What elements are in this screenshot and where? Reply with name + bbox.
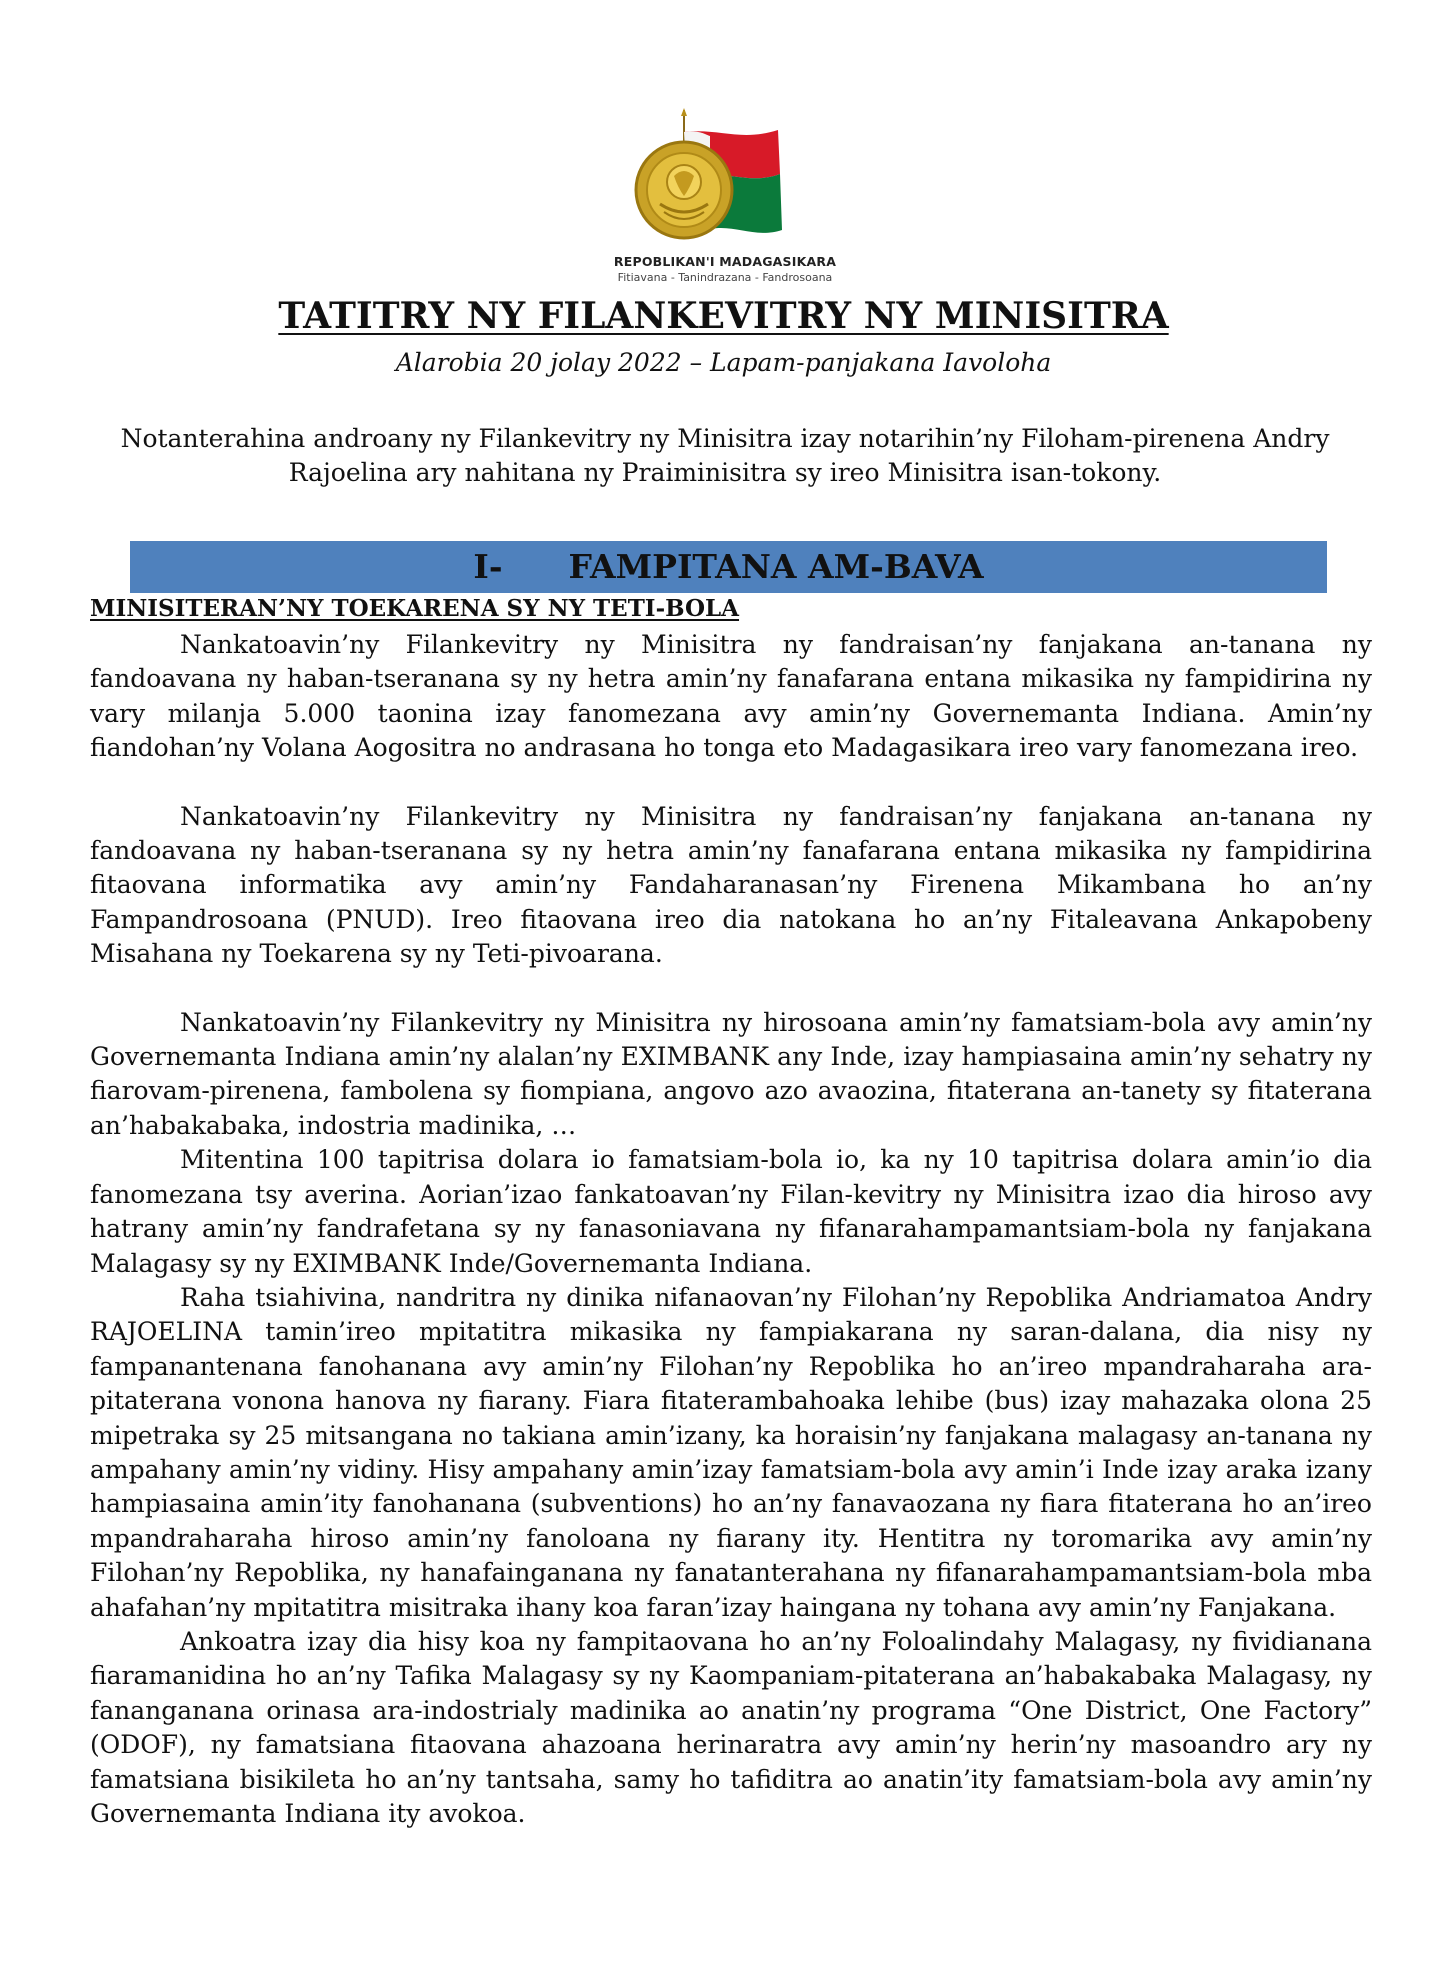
ministry-heading: MINISITERAN’NY TOEKARENA SY NY TETI-BOLA bbox=[90, 595, 740, 622]
paragraph: Nankatoavin’ny Filankevitry ny Minisitra ny fandraisan’ny fanjakana an-tanana ny fandoavana ny haban-tseranana sy ny hetra amin’ny fanafarana entana mikasika ny fampidirina ny vary milanja 5.000 taonina izay fanomezana avy amin’ny Governemanta Indiana. Amin’ny fiandohan’ny Volana Aogositra no andrasana ho tonga eto Madagasikara ireo vary fanomezana ireo. bbox=[90, 630, 1372, 763]
paragraph: Nankatoavin’ny Filankevitry ny Minisitra ny fandraisan’ny fanjakana an-tanana ny fandoavana ny haban-tseranana sy ny hetra amin’ny fanafarana entana mikasika ny fampidirina fitaovana informatika avy amin’ny Fandaharanasan’ny Firenena Mikambana ho an’ny Fampandrosoana (PNUD). Ireo fitaovana ireo dia natokana ho an’ny Fitaleavana Ankapobeny Misahana ny Toekarena sy ny Teti-pivoarana. bbox=[90, 801, 1372, 969]
document-title: TATITRY NY FILANKEVITRY NY MINISITRA bbox=[278, 295, 1169, 337]
section-title: FAMPITANA AM-BAVA bbox=[568, 547, 984, 586]
emblem-seal-flag-icon bbox=[630, 108, 820, 253]
section-banner bbox=[130, 541, 1327, 593]
emblem-country-name: REPOBLIKAN'I MADAGASIKARA bbox=[613, 254, 837, 269]
paragraph: Ankoatra izay dia hisy koa ny fampitaovana ho an’ny Foloalindahy Malagasy, ny fividianana fiaramanidina ho an’ny Tafika Malagasy sy ny Kaompaniam-pitaterana an’habakabaka Malagasy, ny fananganana orinasa ara-indostrialy madinika ao anatin’ny programa “One District, One Factory” (ODOF), ny famatsiana fitaovana ahazoana herinaratra avy amin’ny herin’ny masoandro ary ny famatsiana bisikileta ho an’ny tantsaha, samy ho tafiditra ao anatin’ity famatsiam-bola avy amin’ny Governemanta Indiana ity avokoa. bbox=[90, 1626, 1372, 1828]
section-number: I- bbox=[473, 547, 503, 586]
paragraph: Mitentina 100 tapitrisa dolara io famatsiam-bola io, ka ny 10 tapitrisa dolara amin’io dia fanomezana tsy averina. Aorian’izao fankatoavan’ny Filan-kevitry ny Minisitra izao dia hiroso avy hatrany amin’ny fandrafetana sy ny fanasoniavana ny fifanarahampamantsiam-bola ny fanjakana Malagasy sy ny EXIMBANK Inde/Governemanta Indiana. bbox=[90, 1145, 1372, 1278]
paragraph: Nankatoavin’ny Filankevitry ny Minisitra ny hirosoana amin’ny famatsiam-bola avy amin’ny Governemanta Indiana amin’ny alalan’ny EXIMBANK any Inde, izay hampiasaina amin’ny sehatry ny fiarovam-pirenena, fambolena sy fiompiana, angovo azo avaozina, fitaterana an-tanety sy fitaterana an’habakabaka, indostria madinika, … bbox=[90, 1007, 1372, 1140]
body-text bbox=[90, 628, 1372, 1831]
republic-emblem bbox=[590, 108, 860, 288]
intro-paragraph: Notanterahina androany ny Filankevitry ny Minisitra izay notarihin’ny Filoham-pirenena Andry Rajoelina ary nahitana ny Praiminisitra sy ireo Minisitra isan-tokony. bbox=[120, 424, 1330, 487]
emblem-motto: Fitiavana - Tanindrazana - Fandrosoana bbox=[617, 271, 833, 284]
date-location: Alarobia 20 jolay 2022 – Lapam-panjakana Iavoloha bbox=[395, 348, 1052, 377]
paragraph: Raha tsiahivina, nandritra ny dinika nifanaovan’ny Filohan’ny Repoblika Andriamatoa Andry RAJOELINA tamin’ireo mpitatitra mikasika ny fampiakarana ny saran-dalana, dia nisy ny fampanantenana fanohanana avy amin’ny Filohan’ny Repoblika ho an’ireo mpandraharaha ara-pitaterana vonona hanova ny fiarany. Fiara fitaterambahoaka lehibe (bus) izay mahazaka olona 25 mipetraka sy 25 mitsangana no takiana amin’izany, ka horaisin’ny fanjakana malagasy an-tanana ny ampahany amin’ny vidiny. Hisy ampahany amin’izay famatsiam-bola avy amin’i Inde izay araka izany hampiasaina amin’ity fanohanana (subventions) ho an’ny fanavaozana ny fiara fitaterana ho an’ireo mpandraharaha hiroso amin’ny fanoloana ny fiarany ity. Hentitra ny toromarika avy amin’ny Filohan’ny Repoblika, ny hanafainganana ny fanatanterahana ny fifanarahampamantsiam-bola mba ahafahan’ny mpitatitra misitraka ihany koa faran’izay haingana ny tohana avy amin’ny Fanjakana. bbox=[90, 1282, 1372, 1622]
